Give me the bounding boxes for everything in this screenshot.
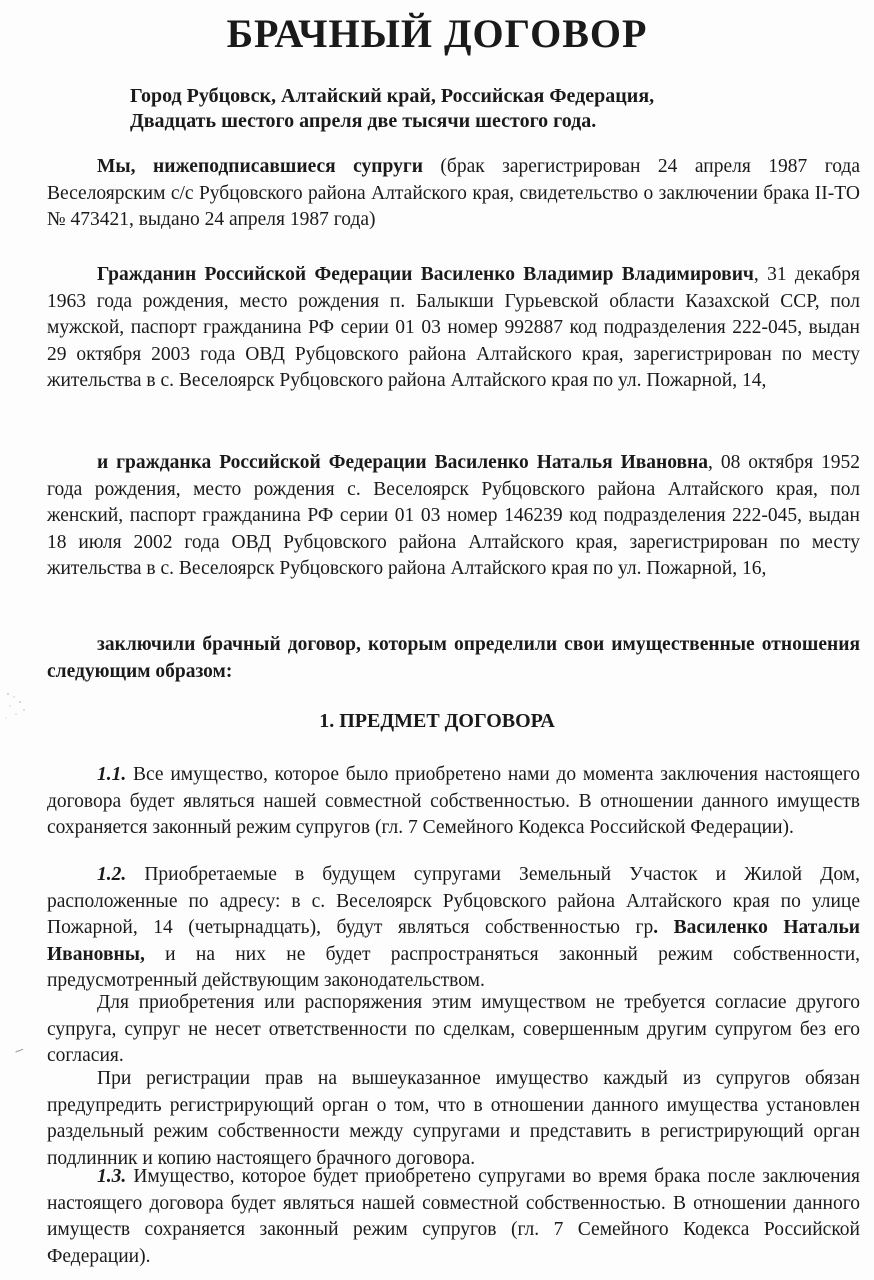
intro-text: (брак зарегистрирован 24 апреля 1987 года Веселоярским с/с Рубцовского района Алтайского края, свидетельство о заключении брака II-ТО № 473421, выдано 24 апреля 1987 года) bbox=[47, 156, 860, 230]
consent-text: Для приобретения или распоряжения этим имуществом не требуется согласие другого супруга, супруг не несет ответственности по сделкам, совершенным другим супругом без его согласия. bbox=[47, 992, 860, 1066]
header-date: Двадцать шестого апреля две тысячи шестого года. bbox=[130, 110, 597, 132]
header-location: Город Рубцовск, Алтайский край, Российская Федерация, bbox=[130, 85, 655, 107]
clause-1-2-registration bbox=[47, 1066, 860, 1172]
clause-1-1 bbox=[47, 762, 860, 842]
clause-1-2-number: 1.2. bbox=[97, 864, 127, 885]
scan-speck bbox=[15, 1049, 24, 1056]
concluded-text: заключили брачный договор, которым определили свои имущественные отношения следующим образом: bbox=[47, 634, 860, 682]
document-title: БРАЧНЫЙ ДОГОВОР bbox=[226, 11, 648, 56]
section-1-title: 1. ПРЕДМЕТ ДОГОВОРА bbox=[319, 710, 555, 732]
party1-name: Гражданин Российской Федерации Василенко Владимир Владимирович bbox=[97, 264, 754, 285]
clause-1-2-consent bbox=[47, 990, 860, 1070]
document-header bbox=[130, 84, 654, 134]
party1-paragraph bbox=[47, 262, 860, 395]
intro-bold: Мы, нижеподписавшиеся супруги bbox=[97, 156, 423, 177]
party2-name: и гражданка Российской Федерации Василенко Наталья Ивановна bbox=[97, 452, 709, 473]
clause-1-2-text-b: и на них не будет распространяться законный режим собственности, предусмотренный действующим законодательством. bbox=[47, 943, 860, 991]
clause-1-3-text: Имущество, которое будет приобретено супругами во время брака после заключения настоящего договора будет являться нашей совместной собственностью. В отношении данного имуществ сохраняется законный режим супругов (гл. 7 Семейного Кодекса Российской Федерации). bbox=[47, 1166, 860, 1267]
clause-1-2-owner: . Василенко Натальи Ивановны, bbox=[47, 917, 860, 965]
clause-1-2-text-a: Приобретаемые в будущем супругами Земельный Участок и Жилой Дом, расположенные по адресу: в с. Веселоярск Рубцовского района Алтайского края по улице Пожарной, 14 (четырнадцать), будут являться собственностью гр bbox=[47, 864, 860, 938]
clause-1-2 bbox=[47, 862, 860, 995]
party1-details: , 31 декабря 1963 года рождения, место рождения п. Балыкши Гурьевской области Казахской ССР, пол мужской, паспорт гражданина РФ серии 01 03 номер 992887 код подразделения 222-045, выдан 29 октября 2003 года ОВД Рубцовского района Алтайского края, зарегистрирован по месту жительства в с. Веселоярск Рубцовского района Алтайского края по ул. Пожарной, 14, bbox=[47, 264, 860, 391]
party2-details: , 08 октября 1952 года рождения, место рождения с. Веселоярск Рубцовского района Алтайского края, пол женский, паспорт гражданина РФ серии 01 03 номер 146239 код подразделения 222-045, выдан 18 июля 2002 года ОВД Рубцовского района Алтайского края, зарегистрирован по месту жительства в с. Веселоярск Рубцовского района Алтайского края по ул. Пожарной, 16, bbox=[47, 452, 860, 579]
concluded-paragraph bbox=[47, 632, 860, 685]
party2-paragraph bbox=[47, 450, 860, 583]
intro-paragraph bbox=[47, 154, 860, 234]
clause-1-1-number: 1.1. bbox=[97, 764, 127, 785]
clause-1-3 bbox=[47, 1164, 860, 1270]
registration-text: При регистрации прав на вышеуказанное имущество каждый из супругов обязан предупредить регистрирующий орган о том, что в отношении данного имущества установлен раздельный режим собственности между супругами и представить в регистрирующий орган подлинник и копию настоящего брачного договора. bbox=[47, 1068, 860, 1169]
clause-1-1-text: Все имущество, которое было приобретено нами до момента заключения настоящего договора будет являться нашей совместной собственностью. В отношении данного имуществ сохраняется законный режим супругов (гл. 7 Семейного Кодекса Российской Федерации). bbox=[47, 764, 860, 838]
clause-1-3-number: 1.3. bbox=[97, 1166, 127, 1187]
